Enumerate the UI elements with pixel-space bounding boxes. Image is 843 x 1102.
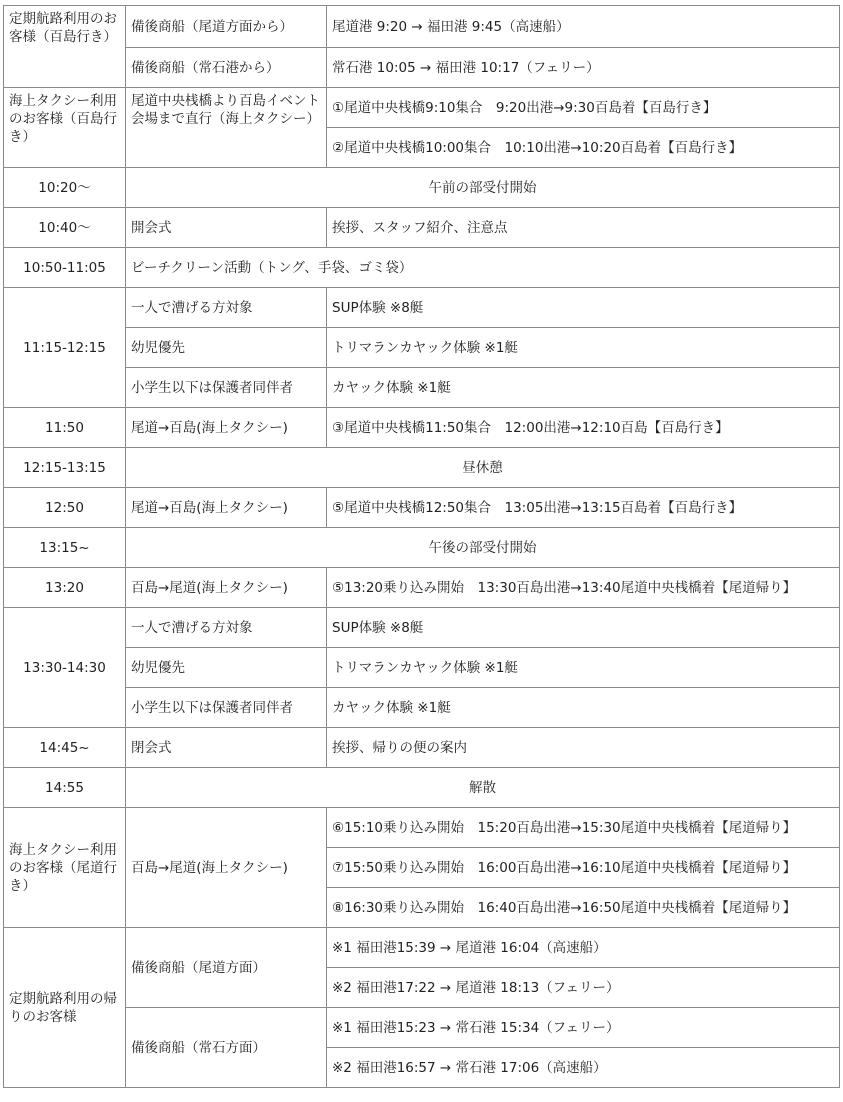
taxi-trip: ⑦15:50乗り込み開始 16:00百島出港→16:10尾道中央桟橋着【尾道帰り】 — [327, 848, 840, 888]
activity-name: カヤック体験 ※1艇 — [327, 688, 840, 728]
table-row — [4, 688, 840, 728]
table-row — [4, 768, 840, 808]
table-row — [4, 488, 840, 528]
schedule-time: 14:45~ — [4, 728, 126, 768]
taxi-trip: ⑥15:10乗り込み開始 15:20百島出港→15:30尾道中央桟橋着【尾道帰り】 — [327, 808, 840, 848]
outbound-taxi-route: 尾道中央桟橋より百島イベント会場まで直行（海上タクシー） — [126, 88, 327, 168]
schedule-item: 開会式 — [126, 208, 327, 248]
activity-target: 小学生以下は保護者同伴者 — [126, 368, 327, 408]
activity-target: 一人で漕げる方対象 — [126, 288, 327, 328]
activity-name: SUP体験 ※8艇 — [327, 608, 840, 648]
activity-target: 幼児優先 — [126, 648, 327, 688]
taxi-trip: ③尾道中央桟橋11:50集合 12:00出港→12:10百島【百島行き】 — [327, 408, 840, 448]
schedule-time: 13:30-14:30 — [4, 608, 126, 728]
table-row — [4, 88, 840, 128]
table-row — [4, 1008, 840, 1048]
event-schedule-table — [3, 5, 840, 1088]
route-detail: 尾道港 9:20 → 福田港 9:45（高速船） — [327, 6, 840, 48]
schedule-time: 13:15~ — [4, 528, 126, 568]
schedule-time: 12:15-13:15 — [4, 448, 126, 488]
activity-target: 小学生以下は保護者同伴者 — [126, 688, 327, 728]
taxi-trip: ⑤13:20乗り込み開始 13:30百島出港→13:40尾道中央桟橋着【尾道帰り】 — [327, 568, 840, 608]
activity-name: トリマランカヤック体験 ※1艇 — [327, 648, 840, 688]
schedule-time: 14:55 — [4, 768, 126, 808]
return-taxi-route: 百島→尾道(海上タクシー) — [126, 808, 327, 928]
taxi-trip: ⑤尾道中央桟橋12:50集合 13:05出港→13:15百島着【百島行き】 — [327, 488, 840, 528]
outbound-regular-label: 定期航路利用のお客様（百島行き） — [4, 6, 126, 88]
table-row — [4, 568, 840, 608]
schedule-detail: 挨拶、帰りの便の案内 — [327, 728, 840, 768]
return-taxi-label: 海上タクシー利用のお客様（尾道行き） — [4, 808, 126, 928]
schedule-event: 解散 — [126, 768, 840, 808]
schedule-event: 午後の部受付開始 — [126, 528, 840, 568]
taxi-trip: ⑧16:30乗り込み開始 16:40百島出港→16:50尾道中央桟橋着【尾道帰り】 — [327, 888, 840, 928]
schedule-time: 11:50 — [4, 408, 126, 448]
taxi-route: 尾道→百島(海上タクシー) — [126, 408, 327, 448]
route-name: 備後商船（常石港から） — [126, 48, 327, 88]
table-row — [4, 208, 840, 248]
schedule-item: 閉会式 — [126, 728, 327, 768]
table-row — [4, 48, 840, 88]
activity-name: SUP体験 ※8艇 — [327, 288, 840, 328]
schedule-event: 昼休憩 — [126, 448, 840, 488]
table-row — [4, 328, 840, 368]
outbound-taxi-label: 海上タクシー利用のお客様（百島行き） — [4, 88, 126, 168]
table-row — [4, 728, 840, 768]
activity-target: 幼児優先 — [126, 328, 327, 368]
table-row — [4, 168, 840, 208]
route-detail: ※2 福田港16:57 → 常石港 17:06（高速船） — [327, 1048, 840, 1088]
schedule-detail: 挨拶、スタッフ紹介、注意点 — [327, 208, 840, 248]
route-name: 備後商船（常石方面） — [126, 1008, 327, 1088]
route-detail: 常石港 10:05 → 福田港 10:17（フェリー） — [327, 48, 840, 88]
activity-target: 一人で漕げる方対象 — [126, 608, 327, 648]
table-row — [4, 288, 840, 328]
route-detail: ※2 福田港17:22 → 尾道港 18:13（フェリー） — [327, 968, 840, 1008]
table-row — [4, 408, 840, 448]
route-name: 備後商船（尾道方面） — [126, 928, 327, 1008]
schedule-event: 午前の部受付開始 — [126, 168, 840, 208]
activity-name: トリマランカヤック体験 ※1艇 — [327, 328, 840, 368]
taxi-route: 百島→尾道(海上タクシー) — [126, 568, 327, 608]
activity-name: カヤック体験 ※1艇 — [327, 368, 840, 408]
table-row — [4, 248, 840, 288]
route-detail: ※1 福田港15:39 → 尾道港 16:04（高速船） — [327, 928, 840, 968]
table-row — [4, 368, 840, 408]
schedule-time: 10:40〜 — [4, 208, 126, 248]
table-row — [4, 648, 840, 688]
return-regular-label: 定期航路利用の帰りのお客様 — [4, 928, 126, 1088]
schedule-time: 13:20 — [4, 568, 126, 608]
table-row — [4, 808, 840, 848]
schedule-event: ビーチクリーン活動（トング、手袋、ゴミ袋） — [126, 248, 840, 288]
table-row — [4, 608, 840, 648]
route-detail: ※1 福田港15:23 → 常石港 15:34（フェリー） — [327, 1008, 840, 1048]
schedule-time: 10:50-11:05 — [4, 248, 126, 288]
schedule-time: 10:20〜 — [4, 168, 126, 208]
table-row — [4, 6, 840, 48]
table-row — [4, 928, 840, 968]
taxi-trip: ②尾道中央桟橋10:00集合 10:10出港→10:20百島着【百島行き】 — [327, 128, 840, 168]
taxi-trip: ①尾道中央桟橋9:10集合 9:20出港→9:30百島着【百島行き】 — [327, 88, 840, 128]
schedule-time: 12:50 — [4, 488, 126, 528]
schedule-time: 11:15-12:15 — [4, 288, 126, 408]
table-row — [4, 448, 840, 488]
route-name: 備後商船（尾道方面から） — [126, 6, 327, 48]
taxi-route: 尾道→百島(海上タクシー) — [126, 488, 327, 528]
table-row — [4, 528, 840, 568]
